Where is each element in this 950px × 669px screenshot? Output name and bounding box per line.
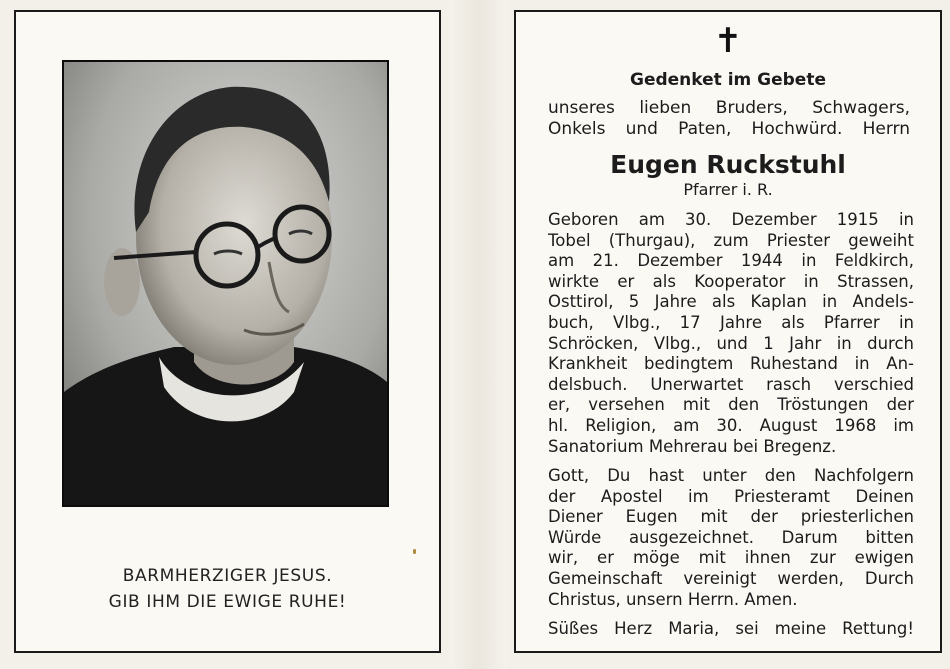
relation-line-2: Onkels und Paten, Hochwürd. Herrn (548, 119, 910, 139)
prayer-text-line: Gott, Du hast unter den Nachfolgern (548, 466, 914, 485)
prayer-text (548, 466, 914, 610)
biography-line: Tobel (Thurgau), zum Priester geweiht (548, 230, 914, 250)
right-panel (514, 10, 942, 653)
prayer-line-2: GIB IHM DIE EWIGE RUHE! (108, 592, 347, 612)
biography-line: wirkte er als Kooperator in Strassen, (548, 271, 914, 291)
closing-invocation: Süßes Herz Maria, sei meine Rettung! (548, 619, 914, 638)
left-panel (14, 10, 441, 653)
portrait-image (64, 62, 387, 505)
biography-line: Sanatorium Mehrerau bei Bregenz. (548, 436, 837, 456)
portrait-photo (62, 60, 389, 507)
deceased-title: Pfarrer i. R. (683, 180, 773, 199)
biography-line: am 21. Dezember 1944 in Feldkirch, (548, 251, 914, 271)
biography-line: hl. Religion, am 30. August 1968 im (548, 415, 914, 435)
card-fold (449, 0, 507, 669)
biography-line: Schröcken, Vlbg., und 1 Jahr in durch (548, 333, 914, 353)
relation-line-1: unseres lieben Bruders, Schwagers, (548, 98, 910, 118)
prayer-text-line: Diener Eugen mit der priesterlichen (548, 507, 914, 527)
prayer-text-line: wir, er möge mit ihnen zur ewigen (548, 548, 914, 568)
prayer-text-line: der Apostel im Priesteramt Deinen (548, 486, 914, 506)
prayer-line-1: BARMHERZIGER JESUS. (122, 566, 333, 586)
biography-line: Osttirol, 5 Jahre als Kaplan in Andels- (548, 292, 914, 312)
cross-icon: ✝ (713, 21, 743, 61)
prayer-text-line: Christus, unsern Herrn. Amen. (548, 589, 798, 609)
biography-line: Geboren am 30. Dezember 1915 in (548, 210, 914, 229)
biography-line: er, versehen mit den Tröstungen der (548, 395, 914, 415)
deceased-name: Eugen Ruckstuhl (610, 150, 846, 179)
biography-line: Krankheit bedingtem Ruhestand in An- (548, 354, 914, 374)
prayer-text-line: Würde ausgezeichnet. Darum bitten (548, 527, 914, 547)
paper-speck (413, 549, 416, 554)
biography (548, 210, 914, 457)
biography-line: buch, Vlbg., 17 Jahre als Pfarrer in (548, 312, 914, 332)
heading: Gedenket im Gebete (629, 70, 826, 90)
prayer-text-line: Gemeinschaft vereinigt werden, Durch (548, 568, 914, 588)
biography-line: delsbuch. Unerwartet rasch verschied (548, 374, 914, 394)
